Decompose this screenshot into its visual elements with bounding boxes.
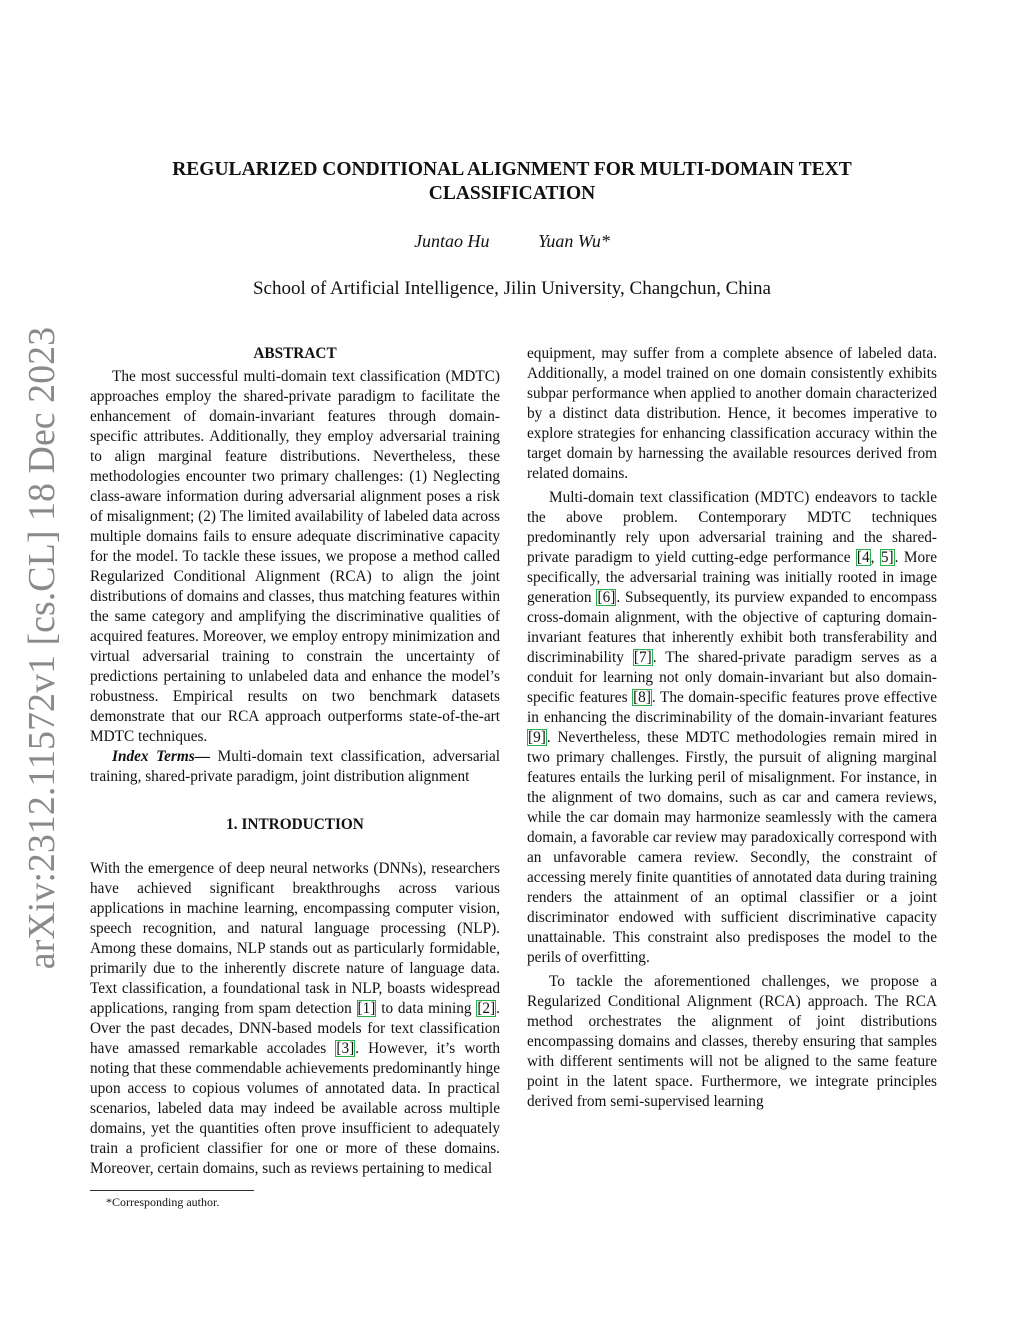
arxiv-stamp: arXiv:2312.11572v1 [cs.CL] 18 Dec 2023	[21, 326, 63, 970]
intro-paragraph-1-overflow: equipment, may suffer from a complete absence of labeled data. Additionally, a model trained on one domain consistently exhibits subpar performance when applied to another domain characterized by a distinct data distribution. Hence, it becomes imperative to explore strategies for enhancing classification accuracy within the target domain by harnessing the available resources derived from related domains.	[527, 345, 937, 482]
citation-link[interactable]: [7]	[633, 649, 652, 666]
intro-paragraph-1-continued: . However, it’s worth noting that these commendable achievements predominantly hinge upon access to copious volumes of annotated data. In practical scenarios, labeled data may indeed be available across multiple domains, yet the quantities often prove insufficient to adequately train a proficient classifier for one or more of these domains. Moreover, certain domains, such as reviews pertaining to medical	[90, 1040, 501, 1177]
author-name: Yuan Wu*	[538, 231, 610, 251]
citation-link[interactable]: [4	[856, 549, 870, 566]
citation-link[interactable]: [9]	[528, 729, 546, 746]
intro-paragraph-2: Multi-domain text classification (MDTC) endeavors to tackle the above problem. Contemporary MDTC techniques predominantly rely upon adversarial training and the shared-private paradigm to yield cutting-edge performance [4, 5]. More specifically, the adversarial training was initially rooted in image generation [6]. Subsequently, its purview expanded to encompass cross-domain alignment, with the objective of capturing domain-invariant features that inherently exhibit both transferability and discriminability [7]. The shared-private paradigm serves as a conduit for learning not only domain-invariant but also domain-specific features [8]. The domain-specific features prove effective in enhancing the discriminability of the domain-invariant features [9]. Nevertheless, these MDTC methodologies remain mired in two primary challenges. Firstly, the pursuit of aligning marginal features entails the lurking peril of misalignment. For instance, in the alignment of two domains, such as car and camera reviews, while the car domain may harmonize seamlessly with the camera domain, a favorable car review may paradoxically correspond with an unfavorable camera review. Secondly, the constraint of accessing merely finite quantities of annotated data during training renders the attainment of an optimal classifier or a joint discriminator endowed with sufficient discriminative capacity unattainable. This constraint also predisposes the model to the perils of overfitting.	[527, 489, 937, 966]
paper-title: REGULARIZED CONDITIONAL ALIGNMENT FOR MULTI-DOMAIN TEXT CLASSIFICATION	[172, 159, 852, 204]
author-name: Juntao Hu	[414, 231, 490, 251]
citation-link[interactable]: [1]	[357, 1000, 376, 1017]
intro-paragraph-3: To tackle the aforementioned challenges, we propose a Regularized Conditional Alignment (RCA) approach. The RCA method orchestrates the alignment of joint distributions encompassing domains and classes, thereby ensuring that samples with different sentiments will not be aligned to the same feature point in the latent space. Furthermore, we integrate principles derived from semi-supervised learning	[527, 973, 937, 1110]
index-terms-label: Index Terms—	[112, 748, 210, 765]
abstract-heading: ABSTRACT	[253, 345, 337, 362]
abstract-text: The most successful multi-domain text classification (MDTC) approaches employ the shared-private paradigm to facilitate the enhancement of domain-invariant features through domain-specific attributes. Additionally, they employ adversarial training to align marginal feature distributions. Nevertheless, these methodologies encounter two primary challenges: (1) Neglecting class-aware information during adversarial alignment poses a risk of misalignment; (2) The limited availability of labeled data across multiple domains fails to ensure adequate discriminative capacity for the model. To tackle these issues, we propose a method called Regularized Conditional Alignment (RCA) to align the joint distributions of domains and classes, thus matching features within the same category and amplifying the discriminative qualities of acquired features. Moreover, we employ entropy minimization and virtual adversarial training to constrain the uncertainty of predictions pertaining to unlabeled data and enhance the model’s robustness. Empirical results on two benchmark datasets demonstrate that our RCA approach outperforms state-of-the-art MDTC techniques.	[90, 368, 500, 745]
citation-link[interactable]: [6]	[597, 589, 616, 606]
footnote-divider	[90, 1190, 254, 1191]
affiliation: School of Artificial Intelligence, Jilin University, Changchun, China	[252, 278, 771, 299]
author-list	[0, 231, 1024, 252]
citation-link[interactable]: 5]	[880, 549, 894, 566]
index-terms	[90, 747, 500, 787]
citation-link[interactable]: [2]	[477, 1000, 496, 1017]
index-terms-text: Multi-domain text classification, adversarial training, shared-private paradigm, joint distribution alignment	[90, 748, 500, 785]
citation-link[interactable]: [3]	[336, 1040, 355, 1057]
footnote: *Corresponding author.	[106, 1195, 220, 1209]
right-column	[527, 344, 937, 1112]
left-column	[90, 344, 500, 1179]
citation-link[interactable]: [8]	[633, 689, 651, 706]
intro-paragraph-1: With the emergence of deep neural networks (DNNs), researchers have achieved significant breakthroughs across various applications in machine learning, encompassing computer vision, speech recognition, and natural language processing (NLP). Among these domains, NLP stands out as particularly formidable, primarily due to the inherently discrete nature of language data. Text classification, a foundational task in NLP, boasts widespread applications, ranging from spam detection [1] to data mining [2]. Over the past decades, DNN-based models for text classification have amassed remarkable accolades [3]. However, it’s worth noting that these commendable achievements predominantly hinge upon access to copious volumes of annotated data. In practical scenarios, labeled data may indeed be available across multiple domains, yet the quantities often prove insufficient to adequately train a proficient classifier for one or more of these domains. Moreover, certain domains, such as reviews pertaining to medical	[90, 860, 501, 1177]
introduction-heading: 1. INTRODUCTION	[226, 816, 364, 833]
